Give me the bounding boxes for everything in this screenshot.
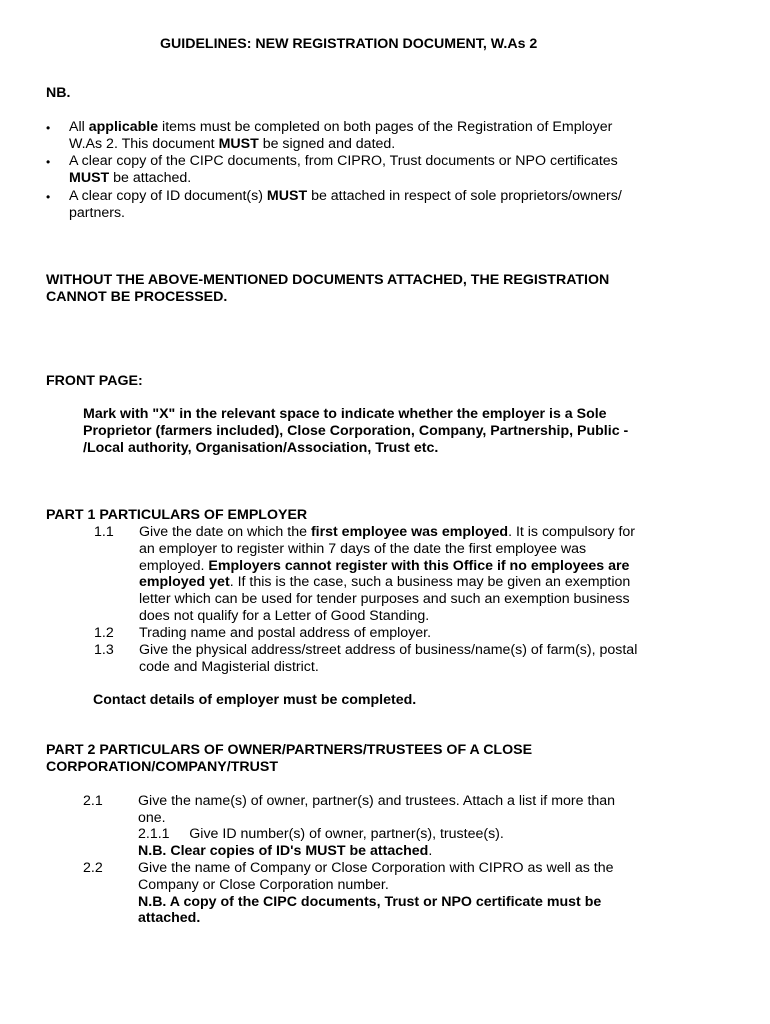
item-2-1-number: 2.1: [83, 793, 103, 809]
page-title: GUIDELINES: NEW REGISTRATION DOCUMENT, W.As 2: [160, 36, 538, 52]
nb-label: NB.: [46, 85, 71, 101]
item-1-1-line-5: letter which can be used for tender purposes and such an exemption business: [139, 591, 630, 607]
item-1-2-line-1: Trading name and postal address of employer.: [139, 625, 432, 641]
item-1-3-line-2: code and Magisterial district.: [139, 659, 319, 675]
item-2-2-number: 2.2: [83, 860, 103, 876]
item-2-1-line-2: one.: [138, 810, 166, 826]
bullet-3-glyph: •: [46, 190, 51, 204]
bullet-1-line-1: All applicable items must be completed on both pages of the Registration of Employer: [69, 119, 613, 135]
item-2-1-nb: N.B. Clear copies of ID's MUST be attached.: [138, 843, 433, 859]
item-2-2-line-1: Give the name of Company or Close Corporation with CIPRO as well as the: [138, 860, 614, 876]
part-1-heading: PART 1 PARTICULARS OF EMPLOYER: [46, 507, 308, 523]
front-page-heading: FRONT PAGE:: [46, 373, 143, 389]
front-page-line-2: Proprietor (farmers included), Close Corporation, Company, Partnership, Public -: [83, 423, 629, 439]
part-2-heading-line-1: PART 2 PARTICULARS OF OWNER/PARTNERS/TRUSTEES OF A CLOSE: [46, 742, 533, 758]
warning-line-1: WITHOUT THE ABOVE-MENTIONED DOCUMENTS ATTACHED, THE REGISTRATION: [46, 272, 610, 288]
bullet-1-line-2: W.As 2. This document MUST be signed and dated.: [69, 136, 396, 152]
bullet-2-line-2: MUST be attached.: [69, 170, 192, 186]
item-2-1-1-line: 2.1.1 Give ID number(s) of owner, partner(s), trustee(s).: [138, 826, 504, 842]
bullet-1-glyph: •: [46, 121, 51, 135]
bullet-3-line-1: A clear copy of ID document(s) MUST be attached in respect of sole proprietors/owners/: [69, 188, 622, 204]
item-1-3-line-1: Give the physical address/street address of business/name(s) of farm(s), postal: [139, 642, 638, 658]
item-1-1-line-1: Give the date on which the first employee was employed. It is compulsory for: [139, 524, 635, 540]
contact-details-note: Contact details of employer must be completed.: [93, 692, 417, 708]
item-1-1-number: 1.1: [94, 524, 114, 540]
item-1-1-line-4: employed yet. If this is the case, such a business may be given an exemption: [139, 574, 631, 590]
item-1-1-line-6: does not qualify for a Letter of Good Standing.: [139, 608, 430, 624]
item-2-2-nb-line-1: N.B. A copy of the CIPC documents, Trust or NPO certificate must be: [138, 894, 602, 910]
item-1-3-number: 1.3: [94, 642, 114, 658]
item-2-2-nb-line-2: attached.: [138, 910, 201, 926]
front-page-line-1: Mark with "X" in the relevant space to indicate whether the employer is a Sole: [83, 406, 607, 422]
part-2-heading-line-2: CORPORATION/COMPANY/TRUST: [46, 759, 278, 775]
item-1-2-number: 1.2: [94, 625, 114, 641]
front-page-line-3: /Local authority, Organisation/Association, Trust etc.: [83, 440, 439, 456]
bullet-2-glyph: •: [46, 155, 51, 169]
bullet-2-line-1: A clear copy of the CIPC documents, from CIPRO, Trust documents or NPO certificates: [69, 153, 618, 169]
warning-line-2: CANNOT BE PROCESSED.: [46, 289, 228, 305]
item-2-2-line-2: Company or Close Corporation number.: [138, 877, 389, 893]
item-2-1-line-1: Give the name(s) of owner, partner(s) and trustees. Attach a list if more than: [138, 793, 616, 809]
bullet-3-line-2: partners.: [69, 205, 125, 221]
item-1-1-line-2: an employer to register within 7 days of the date the first employee was: [139, 541, 587, 557]
item-1-1-line-3: employed. Employers cannot register with this Office if no employees are: [139, 558, 630, 574]
